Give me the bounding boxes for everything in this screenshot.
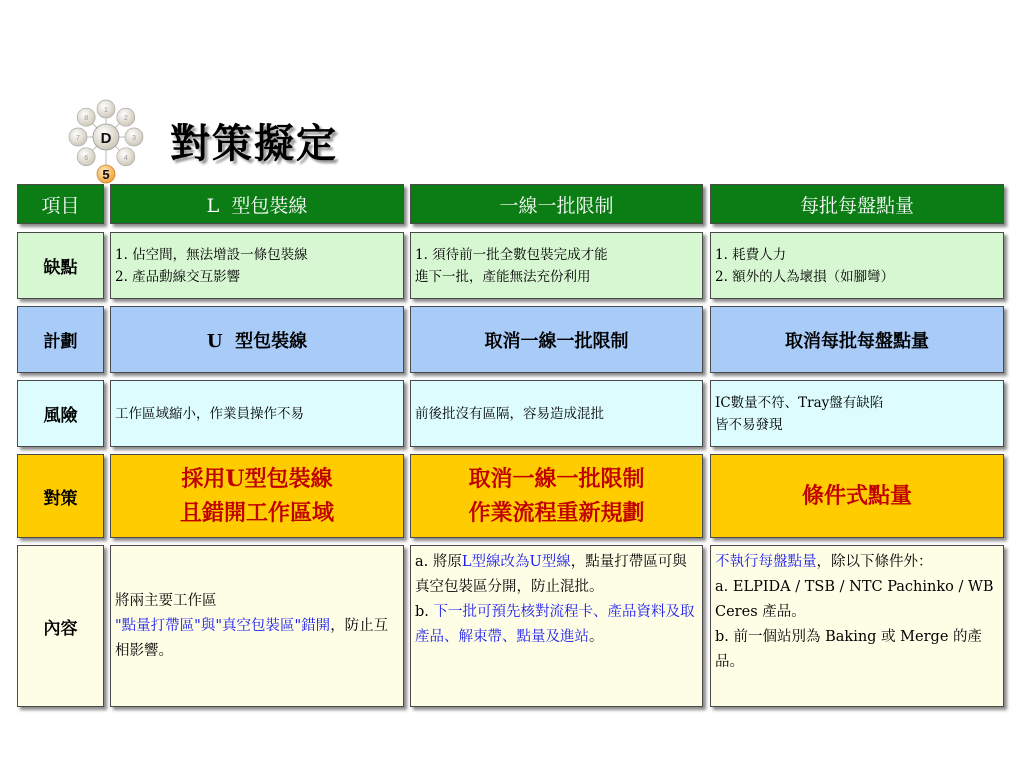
- logo-center-letter: D: [100, 130, 112, 147]
- header-l-line: [110, 184, 404, 224]
- defect-one-lot-2: 進下一批，產能無法充份利用: [415, 268, 591, 285]
- defect-one-lot-1: 1. 須待前一批全數包裝完成才能: [415, 246, 608, 263]
- logo-step-number: 5: [102, 167, 110, 182]
- content-one-lot-a-rest: ，點量打帶區可與真空包裝區分開，防止混批。: [415, 554, 687, 595]
- logo-petal-number: 1: [104, 107, 108, 114]
- content-l-line-rest: ，防止互相影響。: [115, 617, 389, 659]
- countermeasure-per-tray-text: 條件式點量: [801, 483, 912, 509]
- content-one-lot-a-highlight: L型線改為U型線: [461, 554, 571, 570]
- countermeasure-l-line: [110, 454, 404, 538]
- content-one-lot-b-highlight: 下一批可預先核對流程卡、產品資料及取產品、解束帶、點量及進站: [415, 604, 695, 645]
- logo-petal-number: 6: [84, 154, 89, 162]
- logo-petal-number: 3: [132, 135, 136, 142]
- header-l-line-label: L 型包裝線: [206, 194, 308, 217]
- countermeasure-per-tray: [710, 454, 1004, 538]
- plan-l-line: [110, 306, 404, 373]
- header-item: [17, 184, 104, 224]
- row-label-content: [17, 545, 104, 707]
- content-per-tray: [710, 545, 1004, 707]
- risk-per-tray-1: IC數量不符、Tray盤有缺陷: [715, 394, 884, 411]
- defect-per-tray-1: 1. 耗費人力: [715, 246, 787, 263]
- defect-l-line-1: 1. 佔空間，無法增設一條包裝線: [115, 246, 308, 263]
- header-one-lot-label: 一線一批限制: [499, 194, 614, 217]
- defect-per-tray: [710, 232, 1004, 299]
- defect-per-tray-2: 2. 額外的人為壞損（如腳彎）: [715, 268, 895, 285]
- plan-per-tray: [710, 306, 1004, 373]
- countermeasure-l-line-1: 採用U型包裝線: [181, 466, 333, 492]
- header-per-tray: [710, 184, 1004, 224]
- logo-petal-number: 7: [76, 135, 80, 142]
- risk-one-lot-text: 前後批沒有區隔，容易造成混批: [415, 405, 604, 422]
- risk-l-line: [110, 380, 404, 447]
- row-label-plan-text: 計劃: [43, 332, 78, 352]
- content-one-lot-a-prefix: a. 將原: [415, 554, 462, 570]
- row-label-defect-text: 缺點: [43, 258, 78, 278]
- countermeasure-one-lot-1: 取消一線一批限制: [468, 466, 645, 492]
- row-label-content-text: 內容: [43, 618, 78, 639]
- countermeasure-one-lot: [410, 454, 703, 538]
- content-one-lot-b-prefix: b.: [415, 604, 434, 620]
- header-one-lot: [410, 184, 703, 224]
- row-label-risk: [17, 380, 104, 447]
- header-per-tray-label: 每批每盤點量: [799, 194, 914, 217]
- defect-one-lot: [410, 232, 703, 299]
- risk-per-tray-2: 皆不易發現: [715, 416, 783, 433]
- content-l-line-1: 將兩主要工作區: [115, 592, 217, 609]
- risk-l-line-text: 工作區域縮小，作業員操作不易: [115, 405, 304, 422]
- defect-l-line-2: 2. 產品動線交互影響: [115, 268, 241, 285]
- row-label-plan: [17, 306, 104, 373]
- logo-petal-number: 2: [123, 115, 128, 123]
- content-per-tray-intro-highlight: 不執行每盤點量: [715, 554, 817, 570]
- page-title: 對策擬定: [170, 120, 338, 167]
- countermeasure-l-line-2: 且錯開工作區域: [179, 500, 334, 526]
- eight-d-logo: [58, 88, 168, 184]
- content-l-line-highlight: "點量打帶區"與"真空包裝區"錯開: [115, 617, 331, 634]
- logo-petal-number: 4: [123, 154, 128, 162]
- header-item-label: 項目: [41, 194, 80, 217]
- row-label-defect: [17, 232, 104, 299]
- plan-one-lot: [410, 306, 703, 373]
- row-label-countermeasure-text: 對策: [43, 488, 78, 509]
- countermeasure-one-lot-2: 作業流程重新規劃: [468, 500, 645, 526]
- plan-l-line-text: U 型包裝線: [206, 330, 308, 352]
- defect-l-line: [110, 232, 404, 299]
- content-one-lot-b-rest: 。: [589, 629, 604, 645]
- row-label-countermeasure: [17, 454, 104, 538]
- plan-per-tray-text: 取消每批每盤點量: [785, 330, 929, 352]
- content-per-tray-intro-rest: ，除以下條件外：: [816, 554, 933, 570]
- content-one-lot: [410, 545, 703, 707]
- logo-petal-number: 8: [84, 115, 89, 123]
- content-per-tray-a: a. ELPIDA / TSB / NTC Pachinko / WB Ceres 產品。: [715, 579, 994, 620]
- row-label-risk-text: 風險: [43, 406, 78, 426]
- content-per-tray-b: b. 前一個站別為 Baking 或 Merge 的產品。: [715, 629, 983, 670]
- content-l-line: [110, 545, 404, 707]
- plan-one-lot-text: 取消一線一批限制: [484, 330, 629, 352]
- risk-one-lot: [410, 380, 703, 447]
- risk-per-tray: [710, 380, 1004, 447]
